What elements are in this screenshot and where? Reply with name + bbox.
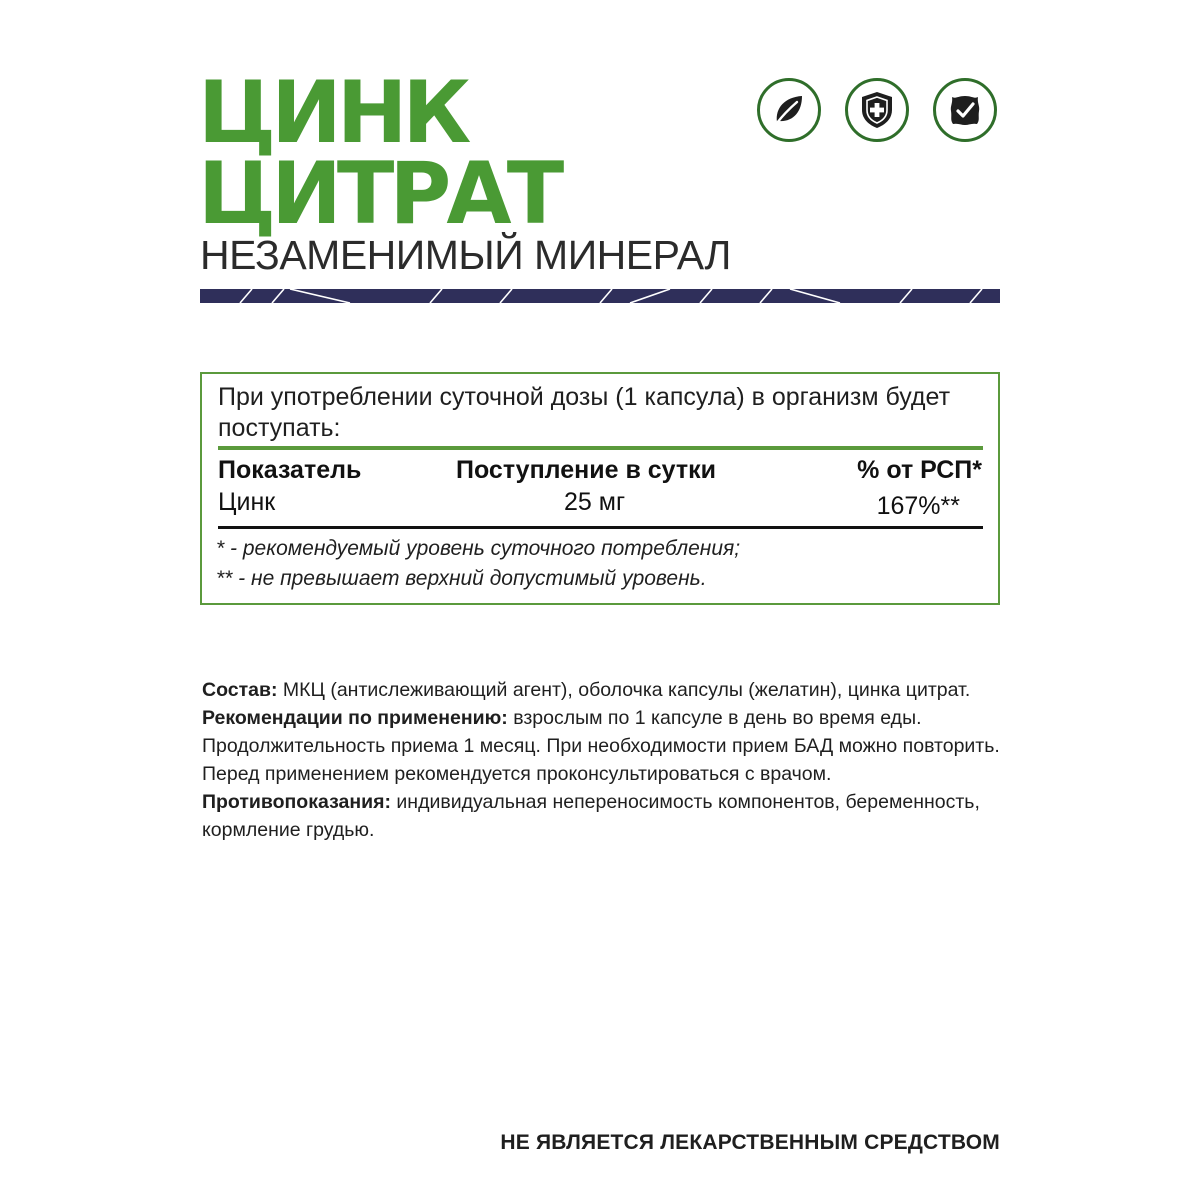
shield-plus-icon (845, 78, 909, 142)
leaf-icon (757, 78, 821, 142)
nutrition-intro: При употреблении суточной дозы (1 капсула) в организм будет поступать: (218, 383, 951, 442)
decorative-stripe (200, 289, 1000, 303)
column-header-rsp: % от РСП* (857, 456, 982, 484)
footnote-upper-limit: ** - не превышает верхний допустимый уровень. (216, 567, 707, 590)
product-title-line1: ЦИНК (198, 63, 467, 163)
table-cell-name: Цинк (218, 488, 276, 516)
composition-label: Состав: (202, 679, 278, 701)
product-title-line2: ЦИТРАТ (198, 144, 560, 244)
not-medicine-disclaimer: НЕ ЯВЛЯЕТСЯ ЛЕКАРСТВЕННЫМ СРЕДСТВОМ (500, 1131, 1000, 1154)
table-divider-bottom (218, 526, 983, 529)
nutrition-table (200, 372, 1000, 605)
footnote-rsp: * - рекомендуемый уровень суточного потребления; (216, 537, 741, 560)
recommendations-label: Рекомендации по применению: (202, 707, 508, 729)
composition-text: МКЦ (антислеживающий агент), оболочка капсулы (желатин), цинка цитрат. (282, 679, 971, 701)
contraindications-label: Противопоказания: (202, 791, 391, 813)
recommendations-text: взрослым по 1 капсуле в день во время еды. Продолжительность приема 1 месяц. При необходимости прием БАД можно повторить. Перед применением рекомендуется проконсультироваться с врачом. (202, 707, 1000, 785)
column-header-indicator: Показатель (218, 456, 362, 484)
recommendations-paragraph (202, 704, 1002, 788)
column-header-intake: Поступление в сутки (456, 456, 717, 484)
table-divider-top (218, 446, 983, 450)
no-leather-icon (933, 78, 997, 142)
table-cell-percent: 167%** (876, 492, 960, 520)
contraindications-paragraph (202, 788, 1002, 844)
product-description (202, 676, 1002, 844)
table-cell-amount: 25 мг (564, 488, 626, 516)
product-subtitle: НЕЗАМЕНИМЫЙ МИНЕРАЛ (200, 232, 731, 278)
composition-paragraph (202, 676, 1002, 704)
contraindications-text: индивидуальная непереносимость компонентов, беременность, кормление грудью. (202, 791, 980, 841)
